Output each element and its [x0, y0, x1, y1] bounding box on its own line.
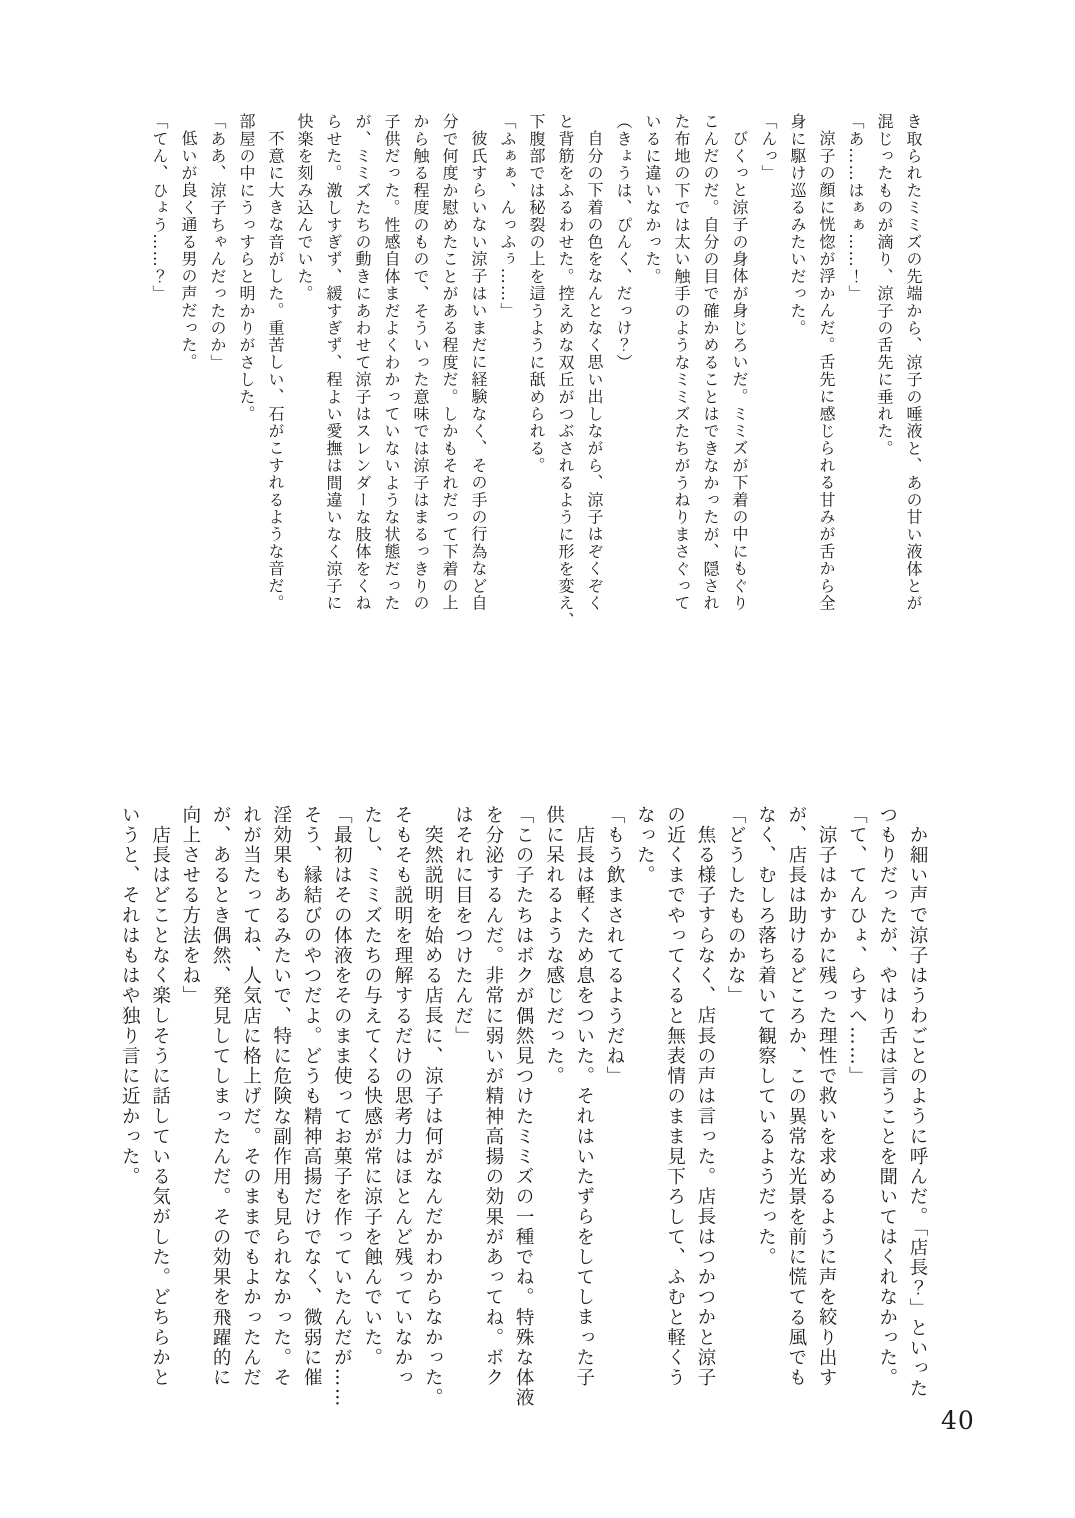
- text-block-bottom: [114, 805, 932, 1421]
- text-line: と背筋をふるわせた。控えめな双丘がつぶされるように形を変え、: [556, 113, 575, 629]
- text-block-top: [145, 113, 928, 640]
- text-line: の近くまでやってくると無表情のまま見下ろして、ふむと軽くう: [664, 805, 686, 1388]
- text-line: 分で何度か慰めたことがある程度だ。しかもそれだって下着の上: [440, 113, 459, 612]
- text-line: こんだのだ。自分の目で確かめることはできなかったが、隠され: [701, 113, 720, 612]
- text-line: いうと、それはもはや独り言に近かった。: [119, 805, 141, 1187]
- text-line: た布地の下では太い触手のようなミミズたちがうねりまさぐって: [672, 113, 691, 612]
- text-line: 「どうしたものかな」: [725, 805, 747, 1006]
- text-line: 淫効果もあるみたいで、特に危険な副作用も見られなかった。そ: [270, 805, 292, 1388]
- text-line: 混じったものが滴り、涼子の舌先に垂れた。: [875, 113, 894, 457]
- text-line: 「もう飲まされてるようだね」: [604, 805, 626, 1087]
- text-line: 涼子の顔に恍惚が浮かんだ。舌先に感じられる甘みが舌から全: [817, 130, 836, 612]
- text-line: 「んっ」: [759, 113, 778, 182]
- text-line: れが当たってね、人気店に格上げだ。そのままでもよかったんだ: [240, 805, 262, 1388]
- text-line: 自分の下着の色をなんとなく思い出しながら、涼子はぞくぞく: [585, 130, 604, 612]
- text-line: たし、ミミズたちの与えてくる快感が常に涼子を蝕んでいた。: [361, 805, 383, 1368]
- page-number: 40: [941, 1406, 975, 1435]
- text-line: らせた。激しすぎず、緩すぎず、程よい愛撫は間違いなく涼子に: [324, 113, 343, 612]
- text-line: 「ああ、涼子ちゃんだったのか」: [208, 113, 227, 371]
- text-line: を分泌するんだ。非常に弱いが精神高揚の効果があってね。ボク: [482, 805, 504, 1388]
- text-line: 下腹部では秘裂の上を這うように舐められる。: [527, 113, 546, 475]
- text-line: から触る程度のもので、そういった意味では涼子はまるっきりの: [411, 113, 430, 612]
- text-line: 店長は軽くため息をついた。それはいたずらをしてしまった子: [573, 825, 595, 1388]
- text-line: はそれに目をつけたんだ」: [452, 805, 474, 1047]
- text-line: 彼氏すらいない涼子はいまだに経験なく、その手の行為など自: [469, 130, 488, 612]
- text-line: き取られたミミズの先端から、涼子の唾液と、あの甘い液体とが: [904, 113, 923, 612]
- text-line: そう、縁結びのやつだよ。どうも精神高揚だけでなく、微弱に催: [301, 805, 323, 1388]
- text-line: 子供だった。性感自体まだよくわかっていないような状態だった: [382, 113, 401, 612]
- text-line: つもりだったが、やはり舌は言うことを聞いてはくれなかった。: [876, 805, 898, 1388]
- text-line: 「この子たちはボクが偶然見つけたミミズの一種でね。特殊な体液: [513, 805, 535, 1408]
- text-line: か細い声で涼子はうわごとのように呼んだ。「店長？」といった: [907, 825, 928, 1399]
- text-line: 供に呆れるような感じだった。: [543, 805, 565, 1087]
- text-line: 「ふぁぁ、んっふぅ……」: [498, 113, 517, 320]
- text-line: 店長はどことなく楽しそうに話している気がした。どちらかと: [149, 825, 171, 1388]
- text-line: 「て、てんひょ、らすへ……」: [846, 805, 868, 1087]
- text-line: いるに違いなかった。: [643, 113, 662, 285]
- text-line: なった。: [634, 805, 656, 886]
- text-line: 「てん、ひょう……？」: [150, 113, 169, 303]
- text-line: 低いが良く通る男の声だった。: [179, 130, 198, 371]
- text-line: びくっと涼子の身体が身じろいだ。ミミズが下着の中にもぐり: [730, 130, 749, 612]
- text-line: 「最初はその体液をそのまま使ってお菓子を作っていたんだが……: [331, 805, 353, 1408]
- text-line: そもそも説明を理解するだけの思考力はほとんど残っていなかっ: [391, 805, 413, 1388]
- text-line: が、店長は助けるどころか、この異常な光景を前に慌てる風でも: [785, 805, 807, 1388]
- text-line: なく、むしろ落ち着いて観察しているようだった。: [755, 805, 777, 1268]
- text-line: 「あ……はぁぁ……！」: [846, 113, 865, 303]
- text-line: が、あるとき偶然、発見してしまったんだ。その効果を飛躍的に: [210, 805, 232, 1388]
- text-line: 部屋の中にうっすらと明かりがさした。: [237, 113, 256, 423]
- text-line: 焦る様子すらなく、店長の声は言った。店長はつかつかと涼子: [694, 825, 716, 1388]
- text-line: 快楽を刻み込んでいた。: [295, 113, 314, 303]
- text-line: 向上させる方法をね」: [179, 805, 201, 1006]
- text-line: （きょうは、ぴんく、だっけ？）: [614, 113, 633, 371]
- text-line: 突然説明を始める店長に、涼子は何がなんだかわからなかった。: [422, 825, 444, 1408]
- text-line: 身に駆け巡るみたいだった。: [788, 113, 807, 337]
- text-line: 不意に大きな音がした。重苦しい、石がこすれるような音だ。: [266, 130, 285, 612]
- text-line: が、ミミズたちの動きにあわせて涼子はスレンダーな肢体をくね: [353, 113, 372, 612]
- text-line: 涼子はかすかに残った理性で救いを求めるように声を絞り出す: [816, 825, 838, 1388]
